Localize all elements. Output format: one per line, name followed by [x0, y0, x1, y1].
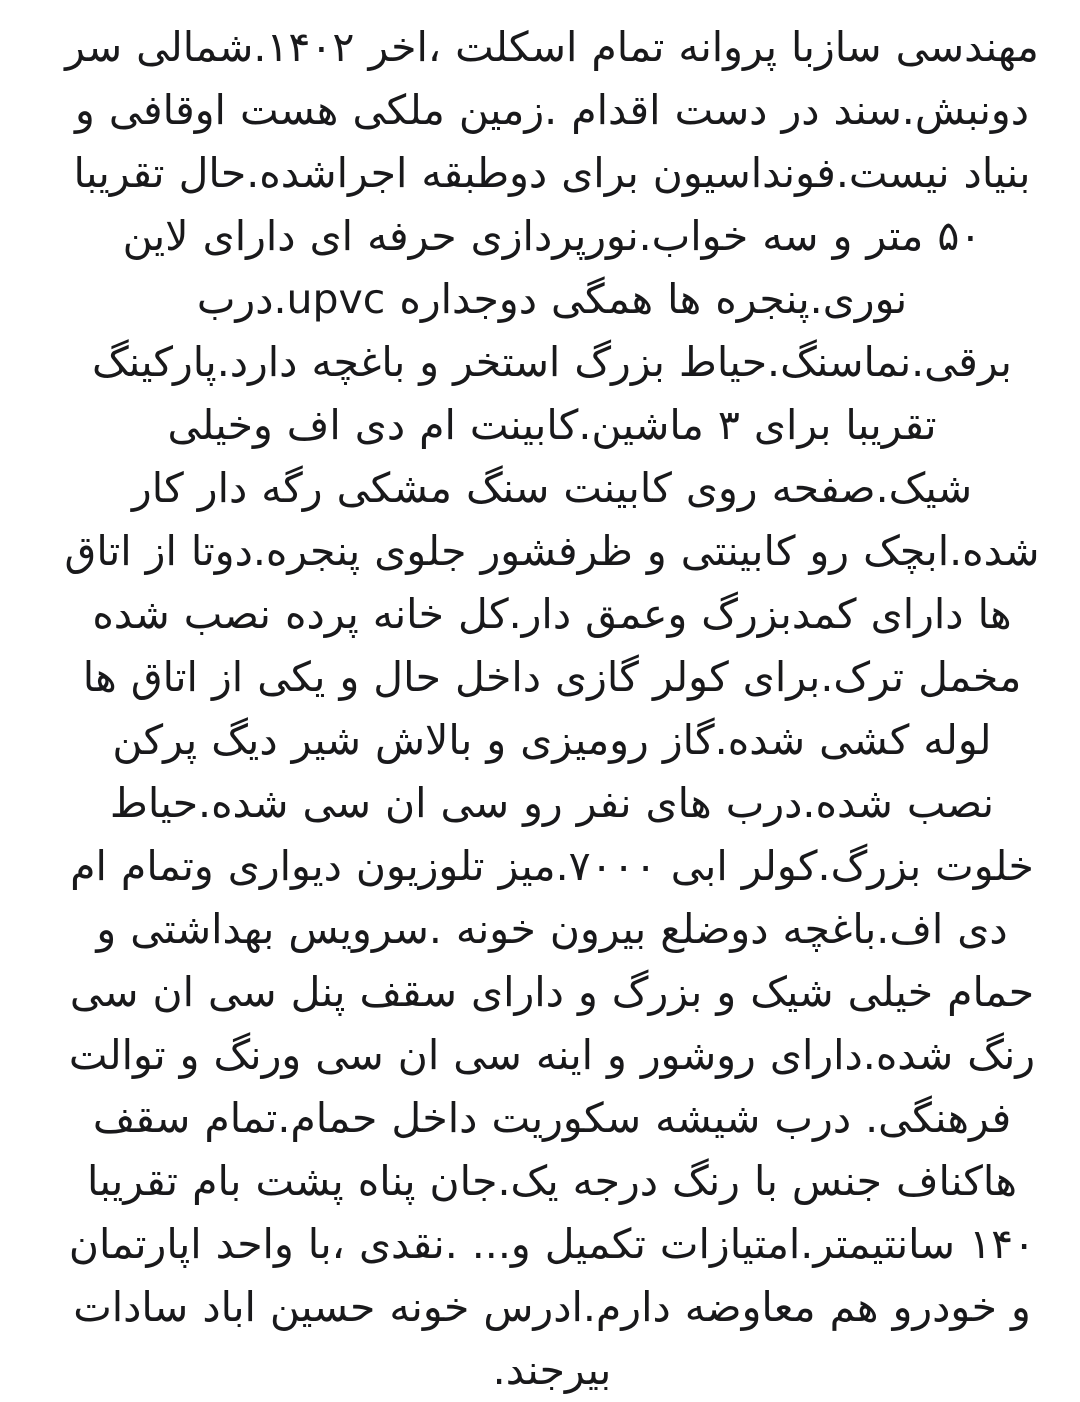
listing-description-text: مهندسی سازبا پروانه تمام اسکلت ،اخر ۱۴۰۲.شمالی سر دونبش.سند در دست اقدام .زمین ملکی هست اوقافی و بنیاد نیست.فونداسیون برای دوطبقه اجراشده.حال تقریبا ۵۰ متر و سه خواب.نورپردازی حرفه ای دارای لاین نوری.پنجره ها همگی دوجداره upvc.درب برقی.نماسنگ.حیاط بزرگ استخر و باغچه دارد.پارکینگ تقریبا برای ۳ ماشین.کابینت ام دی اف وخیلی شیک.صفحه روی کابینت سنگ مشکی رگه دار کار شده.ابچک رو کابینتی و ظرفشور جلوی پنجره.دوتا از اتاق ها دارای کمدبزرگ وعمق دار.کل خانه پرده نصب شده مخمل ترک.برای کولر گازی داخل حال و یکی از اتاق ها لوله کشی شده.گاز رومیزی و بالاش شیر دیگ پرکن نصب شده.درب های نفر رو سی ان سی شده.حیاط خلوت بزرگ.کولر ابی ۷۰۰۰.میز تلوزیون دیواری وتمام ام دی اف.باغچه دوضلع بیرون خونه .سرویس بهداشتی و حمام خیلی شیک و بزرگ و دارای سقف پنل سی ان سی رنگ شده.دارای روشور و اینه سی ان سی ورنگ و توالت فرهنگی. درب شیشه سکوریت داخل حمام.تمام سقف هاکناف جنس با رنگ درجه یک.جان پناه پشت بام تقریبا ۱۴۰ سانتیمتر.امتیازات تکمیل و... .نقدی ،با واحد اپارتمان و خودرو هم معاوضه دارم.ادرس خونه حسین اباد سادات بیرجند.	[50, 23, 1040, 1394]
